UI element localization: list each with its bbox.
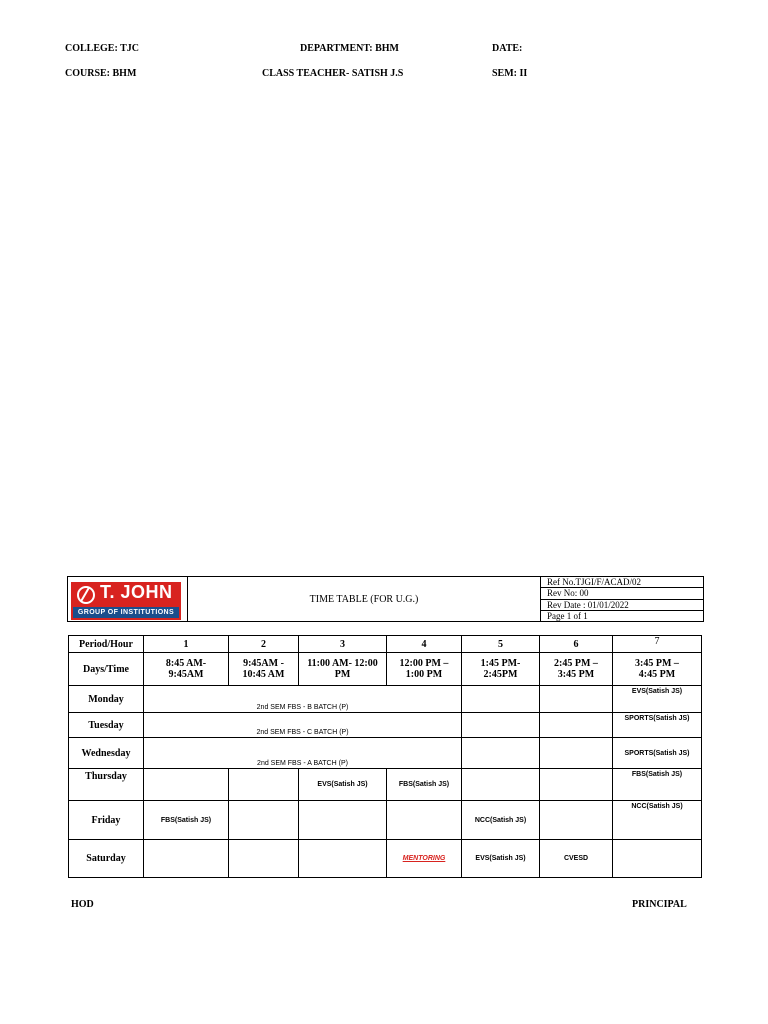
empty-cell bbox=[540, 686, 613, 713]
thursday-p3-cell: EVS(Satish JS) bbox=[299, 769, 387, 801]
saturday-p4-cell: MENTORING bbox=[387, 840, 462, 878]
days-time-row bbox=[69, 653, 702, 686]
empty-cell bbox=[613, 840, 702, 878]
tjohn-logo bbox=[71, 582, 181, 620]
department-label: DEPARTMENT: BHM bbox=[300, 43, 399, 54]
day-label: Wednesday bbox=[69, 738, 144, 769]
empty-cell bbox=[540, 769, 613, 801]
period-2-header: 2 bbox=[229, 636, 299, 653]
ref-no: Ref No.TJGI/F/ACAD/02 bbox=[541, 577, 704, 588]
empty-cell bbox=[387, 801, 462, 840]
empty-cell bbox=[229, 801, 299, 840]
friday-p5-cell: NCC(Satish JS) bbox=[462, 801, 540, 840]
rev-no: Rev No: 00 bbox=[541, 588, 704, 599]
empty-cell bbox=[462, 769, 540, 801]
period-7-time: 3:45 PM – 4:45 PM bbox=[613, 653, 702, 686]
day-label: Tuesday bbox=[69, 713, 144, 738]
day-label: Saturday bbox=[69, 840, 144, 878]
thursday-p4-cell: FBS(Satish JS) bbox=[387, 769, 462, 801]
principal-signature-label: PRINCIPAL bbox=[632, 899, 687, 910]
wednesday-batch-cell: 2nd SEM FBS - A BATCH (P) bbox=[144, 738, 462, 769]
period-4-header: 4 bbox=[387, 636, 462, 653]
empty-cell bbox=[462, 738, 540, 769]
saturday-row bbox=[69, 840, 702, 878]
period-4-time: 12:00 PM – 1:00 PM bbox=[387, 653, 462, 686]
class-teacher-label: CLASS TEACHER- SATISH J.S bbox=[262, 68, 404, 79]
sem-label: SEM: II bbox=[492, 68, 528, 79]
period-row bbox=[69, 636, 702, 653]
college-label: COLLEGE: TJC bbox=[65, 43, 139, 54]
tuesday-row bbox=[69, 713, 702, 738]
wednesday-p7-cell: SPORTS(Satish JS) bbox=[613, 738, 702, 769]
empty-cell bbox=[462, 686, 540, 713]
period-5-header: 5 bbox=[462, 636, 540, 653]
rev-date: Rev Date : 01/01/2022 bbox=[541, 599, 704, 610]
period-3-time: 11:00 AM- 12:00 PM bbox=[299, 653, 387, 686]
period-2-time: 9:45AM - 10:45 AM bbox=[229, 653, 299, 686]
day-label: Thursday bbox=[69, 769, 144, 801]
tjohn-emblem-icon bbox=[77, 586, 95, 604]
date-label: DATE: bbox=[492, 43, 523, 54]
friday-row bbox=[69, 801, 702, 840]
period-6-header: 6 bbox=[540, 636, 613, 653]
logo-brand-text: T. JOHN bbox=[100, 581, 173, 602]
friday-p1-cell: FBS(Satish JS) bbox=[144, 801, 229, 840]
empty-cell bbox=[540, 738, 613, 769]
page-number: Page 1 of 1 bbox=[541, 610, 704, 621]
period-6-time: 2:45 PM – 3:45 PM bbox=[540, 653, 613, 686]
day-label: Friday bbox=[69, 801, 144, 840]
empty-cell bbox=[299, 801, 387, 840]
document-header-table bbox=[67, 576, 704, 622]
thursday-row bbox=[69, 769, 702, 801]
logo-cell bbox=[68, 577, 188, 622]
period-5-time: 1:45 PM- 2:45PM bbox=[462, 653, 540, 686]
period-3-header: 3 bbox=[299, 636, 387, 653]
empty-cell bbox=[462, 713, 540, 738]
empty-cell bbox=[229, 840, 299, 878]
tuesday-p7-cell: SPORTS(Satish JS) bbox=[613, 713, 702, 738]
period-1-time: 8:45 AM- 9:45AM bbox=[144, 653, 229, 686]
period-1-header: 1 bbox=[144, 636, 229, 653]
monday-row bbox=[69, 686, 702, 713]
course-label: COURSE: BHM bbox=[65, 68, 137, 79]
monday-batch-cell: 2nd SEM FBS - B BATCH (P) bbox=[144, 686, 462, 713]
friday-p7-cell: NCC(Satish JS) bbox=[613, 801, 702, 840]
hod-signature-label: HOD bbox=[71, 899, 94, 910]
period-hour-header: Period/Hour bbox=[69, 636, 144, 653]
empty-cell bbox=[229, 769, 299, 801]
timetable-grid bbox=[68, 635, 702, 878]
logo-strap-text: GROUP OF INSTITUTIONS bbox=[73, 607, 179, 618]
days-time-header: Days/Time bbox=[69, 653, 144, 686]
empty-cell bbox=[299, 840, 387, 878]
empty-cell bbox=[540, 713, 613, 738]
day-label: Monday bbox=[69, 686, 144, 713]
thursday-p7-cell: FBS(Satish JS) bbox=[613, 769, 702, 801]
monday-p7-cell: EVS(Satish JS) bbox=[613, 686, 702, 713]
period-7-header: 7 bbox=[613, 636, 702, 653]
saturday-p5-cell: EVS(Satish JS) bbox=[462, 840, 540, 878]
empty-cell bbox=[540, 801, 613, 840]
saturday-p6-cell: CVESD bbox=[540, 840, 613, 878]
wednesday-row bbox=[69, 738, 702, 769]
empty-cell bbox=[144, 840, 229, 878]
timetable-title: TIME TABLE (FOR U.G.) bbox=[188, 577, 541, 622]
empty-cell bbox=[144, 769, 229, 801]
tuesday-batch-cell: 2nd SEM FBS - C BATCH (P) bbox=[144, 713, 462, 738]
